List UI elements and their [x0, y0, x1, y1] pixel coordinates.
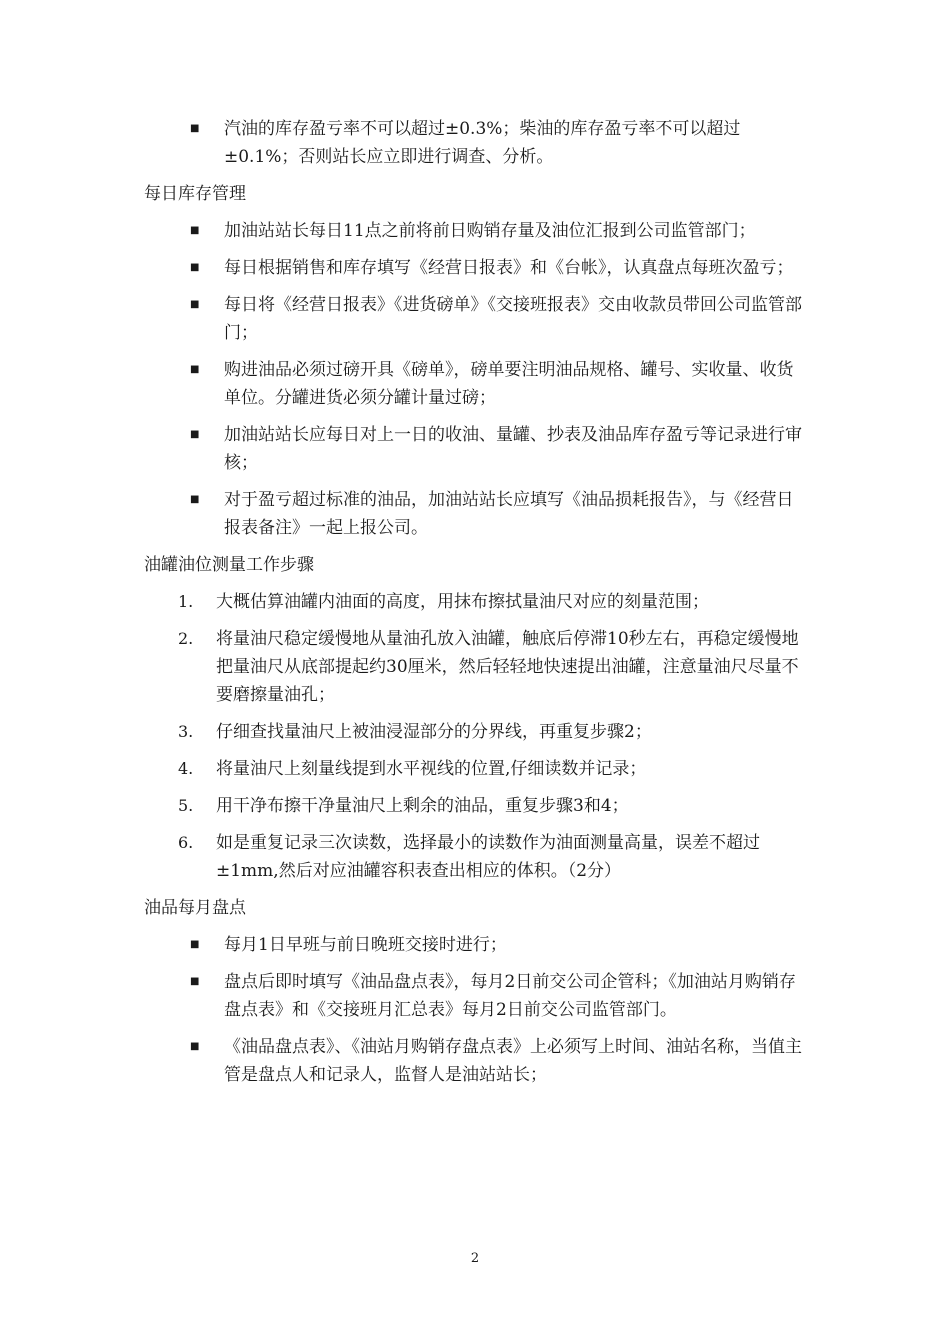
step-text: 大概估算油罐内油面的高度，用抹布擦拭量油尺对应的刻量范围； [216, 592, 709, 612]
list-item [144, 254, 810, 282]
bullet-icon: ■ [190, 364, 200, 375]
list-item-text: 盘点后即时填写《油品盘点表》，每月2日前交公司企管科；《加油站月购销存盘点表》和《交接班月汇总表》每月2日前交公司监管部门。 [224, 972, 796, 1020]
bullet-icon: ■ [190, 262, 200, 273]
list-item [144, 356, 810, 412]
list-item-text: 加油站站长应每日对上一日的收油、量罐、抄表及油品库存盈亏等记录进行审核； [224, 425, 802, 473]
numbered-step [144, 718, 810, 746]
step-text: 仔细查找量油尺上被油浸湿部分的分界线，再重复步骤2； [216, 722, 652, 742]
list-item-text: 加油站站长每日11点之前将前日购销存量及油位汇报到公司监管部门； [224, 221, 756, 241]
step-number: 2. [178, 629, 194, 648]
numbered-step [144, 755, 810, 783]
list-item [144, 931, 810, 959]
list-item-text: 每日将《经营日报表》《进货磅单》《交接班报表》交由收款员带回公司监管部门； [224, 295, 802, 343]
bullet-icon: ■ [190, 123, 200, 134]
numbered-step [144, 792, 810, 820]
bullet-icon: ■ [190, 429, 200, 440]
list-item [144, 968, 810, 1024]
step-text: 如是重复记录三次读数，选择最小的读数作为油面测量高量，误差不超过±1mm,然后对应油罐容积表查出相应的体积。（2分） [216, 833, 760, 881]
step-text: 用干净布擦干净量油尺上剩余的油品，重复步骤3和4； [216, 796, 629, 816]
list-item [144, 115, 810, 171]
step-number: 3. [178, 722, 194, 741]
bullet-icon: ■ [190, 939, 200, 950]
step-number: 6. [178, 833, 194, 852]
bullet-icon: ■ [190, 299, 200, 310]
list-item-text: 对于盈亏超过标准的油品，加油站站长应填写《油品损耗报告》，与《经营日报表备注》一起上报公司。 [224, 490, 794, 538]
page-number: 2 [470, 1251, 480, 1266]
bullet-icon: ■ [190, 494, 200, 505]
step-text: 将量油尺稳定缓慢地从量油孔放入油罐，触底后停滞10秒左右，再稳定缓慢地把量油尺从底部提起约30厘米，然后轻轻地快速提出油罐，注意量油尺尽量不要磨擦量油孔； [216, 629, 799, 705]
numbered-step [144, 625, 810, 709]
list-item [144, 421, 810, 477]
section-heading-tank: 油罐油位测量工作步骤 [144, 555, 314, 575]
bullet-icon: ■ [190, 976, 200, 987]
step-number: 4. [178, 759, 194, 778]
step-number: 1. [178, 592, 194, 611]
step-number: 5. [178, 796, 194, 815]
list-item [144, 291, 810, 347]
step-text: 将量油尺上刻量线提到水平视线的位置,仔细读数并记录； [216, 759, 647, 779]
section-heading-monthly: 油品每月盘点 [144, 898, 246, 918]
numbered-step [144, 588, 810, 616]
numbered-step [144, 829, 810, 885]
list-item-text: 汽油的库存盈亏率不可以超过±0.3%；柴油的库存盈亏率不可以超过±0.1%；否则站长应立即进行调查、分析。 [224, 119, 741, 167]
bullet-icon: ■ [190, 225, 200, 236]
section-heading-daily: 每日库存管理 [144, 184, 246, 204]
document-body [144, 115, 810, 1098]
list-item-text: 每日根据销售和库存填写《经营日报表》和《台帐》，认真盘点每班次盈亏； [224, 258, 794, 278]
list-item [144, 486, 810, 542]
list-item-text: 每月1日早班与前日晚班交接时进行； [224, 935, 507, 955]
list-item [144, 217, 810, 245]
list-item-text: 购进油品必须过磅开具《磅单》，磅单要注明油品规格、罐号、实收量、收货单位。分罐进货必须分罐计量过磅； [224, 360, 794, 408]
list-item [144, 1033, 810, 1089]
list-item-text: 《油品盘点表》、《油站月购销存盘点表》上必须写上时间、油站名称，当值主管是盘点人和记录人，监督人是油站站长； [224, 1037, 802, 1085]
bullet-icon: ■ [190, 1041, 200, 1052]
